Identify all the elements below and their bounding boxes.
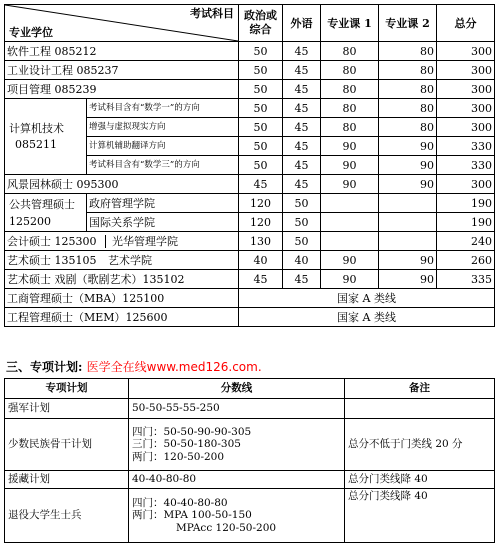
score-lines	[129, 489, 345, 543]
cell-politics: 50	[239, 118, 283, 137]
major-name-line: 公共管理硕士	[9, 197, 75, 211]
note	[345, 399, 495, 419]
major-name: 工商管理硕士（MBA）125100	[5, 289, 239, 308]
school-label: 国际关系学院	[87, 213, 239, 232]
major-name-art	[5, 251, 239, 270]
cell-subject1: 80	[321, 80, 379, 99]
cell-subject1: 90	[321, 156, 379, 175]
school-label: 政府管理学院	[87, 194, 239, 213]
table-row	[5, 289, 495, 308]
note: 总分门类线降 40	[345, 471, 495, 489]
table-row	[5, 419, 495, 471]
col-total: 总分	[437, 5, 495, 42]
major-name: 项目管理 085239	[5, 80, 239, 99]
table-row	[5, 251, 495, 270]
cell-subject1: 90	[321, 137, 379, 156]
national-line-note: 国家 A 类线	[239, 308, 495, 327]
cell-total: 335	[437, 270, 495, 289]
plan-name: 强军计划	[5, 399, 129, 419]
cell-language: 45	[283, 61, 321, 80]
cell-subject1: 80	[321, 99, 379, 118]
score-line: MPAcc 120-50-200	[176, 521, 277, 534]
section-heading	[6, 358, 262, 375]
note: 总分不低于门类线 20 分	[345, 419, 495, 471]
section-title: 三、专项计划:	[6, 360, 83, 374]
major-name-line: 会计硕士 125300	[7, 234, 97, 248]
table-row	[5, 399, 495, 419]
score-line: 四门：40-40-80-80	[132, 496, 228, 509]
major-name-cs	[5, 99, 87, 175]
cell-total: 300	[437, 99, 495, 118]
cell-subject2: 80	[379, 80, 437, 99]
cell-total: 300	[437, 118, 495, 137]
score-line: 50-50-55-55-250	[129, 399, 345, 419]
school-label: 艺术学院	[108, 253, 152, 267]
cell-total: 260	[437, 251, 495, 270]
major-name: 风景园林硕士 095300	[5, 175, 239, 194]
table-row	[5, 99, 495, 118]
school-label: 光华管理学院	[105, 235, 178, 248]
score-lines	[129, 419, 345, 471]
header-diagonal-cell	[5, 5, 239, 42]
cell-subject2	[379, 232, 437, 251]
cell-subject2: 90	[379, 270, 437, 289]
table-row	[5, 489, 495, 543]
col-score-line: 分数线	[129, 379, 345, 399]
plan-name: 援藏计划	[5, 471, 129, 489]
cell-language: 45	[283, 118, 321, 137]
cell-language: 40	[283, 251, 321, 270]
score-line: 40-40-80-80	[129, 471, 345, 489]
col-plan: 专项计划	[5, 379, 129, 399]
major-name: 工业设计工程 085237	[5, 61, 239, 80]
score-line: 两门：MPA 100-50-150	[132, 509, 252, 522]
cell-language: 45	[283, 156, 321, 175]
table-row	[5, 175, 495, 194]
direction-label: 考试科目含有“数学一”的方向	[87, 99, 239, 118]
cell-subject2: 80	[379, 61, 437, 80]
major-name: 工程管理硕士（MEM）125600	[5, 308, 239, 327]
cell-language: 45	[283, 137, 321, 156]
score-line: 三门：50-50-180-305	[132, 438, 241, 451]
cell-politics: 40	[239, 251, 283, 270]
cell-politics: 120	[239, 194, 283, 213]
table-row	[5, 61, 495, 80]
cell-subject1	[321, 194, 379, 213]
plan-name: 少数民族骨干计划	[5, 419, 129, 471]
cell-subject1: 90	[321, 270, 379, 289]
cell-subject1	[321, 213, 379, 232]
major-name-line: 艺术硕士 135105	[7, 253, 97, 267]
cell-total: 240	[437, 232, 495, 251]
cell-politics: 50	[239, 99, 283, 118]
header-row	[5, 379, 495, 399]
cell-language: 45	[283, 175, 321, 194]
cell-subject1: 80	[321, 118, 379, 137]
cell-total: 300	[437, 175, 495, 194]
cell-subject2: 80	[379, 99, 437, 118]
cell-subject1: 90	[321, 175, 379, 194]
watermark-text: 医学全在线www.med126.com.	[86, 360, 262, 374]
cell-subject1: 90	[321, 251, 379, 270]
table-row	[5, 308, 495, 327]
table-row	[5, 194, 495, 213]
cell-politics: 45	[239, 270, 283, 289]
score-line: 四门：50-50-90-90-305	[132, 425, 252, 438]
cell-subject2: 80	[379, 42, 437, 61]
col-language: 外语	[283, 5, 321, 42]
col-note: 备注	[345, 379, 495, 399]
major-name: 软件工程 085212	[5, 42, 239, 61]
header-row	[5, 5, 495, 42]
plan-name: 退役大学生士兵	[5, 489, 129, 543]
cell-politics: 45	[239, 175, 283, 194]
major-label: 专业学位	[9, 26, 53, 39]
cell-subject1	[321, 232, 379, 251]
cell-language: 50	[283, 232, 321, 251]
cell-subject2	[379, 194, 437, 213]
cell-total: 330	[437, 156, 495, 175]
score-table	[4, 4, 495, 327]
table-row	[5, 471, 495, 489]
direction-label: 计算机辅助翻译方向	[87, 137, 239, 156]
cell-total: 300	[437, 80, 495, 99]
cell-language: 50	[283, 194, 321, 213]
cell-politics: 130	[239, 232, 283, 251]
cell-language: 45	[283, 42, 321, 61]
major-code: 125200	[9, 214, 51, 228]
cell-subject2: 90	[379, 251, 437, 270]
cell-subject2: 90	[379, 175, 437, 194]
national-line-note: 国家 A 类线	[239, 289, 495, 308]
cell-politics: 120	[239, 213, 283, 232]
cell-total: 300	[437, 42, 495, 61]
table-row	[5, 232, 495, 251]
cell-language: 45	[283, 270, 321, 289]
major-name-acc	[5, 232, 239, 251]
cell-subject2: 80	[379, 118, 437, 137]
col-subject1: 专业课 1	[321, 5, 379, 42]
cell-politics: 50	[239, 80, 283, 99]
cell-politics: 50	[239, 137, 283, 156]
cell-total: 300	[437, 61, 495, 80]
direction-label: 考试科目含有“数学三”的方向	[87, 156, 239, 175]
cell-politics: 50	[239, 156, 283, 175]
subject-label: 考试科目	[190, 7, 234, 20]
cell-subject2: 90	[379, 137, 437, 156]
cell-politics: 50	[239, 61, 283, 80]
cell-language: 50	[283, 213, 321, 232]
table-row	[5, 270, 495, 289]
major-name-mpa	[5, 194, 87, 232]
cell-politics: 50	[239, 42, 283, 61]
cell-subject2	[379, 213, 437, 232]
cell-total: 330	[437, 137, 495, 156]
cell-subject1: 80	[321, 42, 379, 61]
special-plan-table	[4, 378, 495, 543]
table-row	[5, 80, 495, 99]
cell-total: 190	[437, 213, 495, 232]
major-code: 085211	[15, 137, 57, 151]
direction-label: 增强与虚拟现实方向	[87, 118, 239, 137]
cell-language: 45	[283, 99, 321, 118]
score-line: 两门：120-50-200	[132, 450, 225, 463]
cell-total: 190	[437, 194, 495, 213]
cell-subject1: 80	[321, 61, 379, 80]
major-name: 艺术硕士 戏剧（歌剧艺术）135102	[5, 270, 239, 289]
col-subject2: 专业课 2	[379, 5, 437, 42]
col-politics: 政治或综合	[239, 5, 283, 42]
table-row	[5, 42, 495, 61]
major-name-line: 计算机技术	[9, 121, 64, 135]
cell-subject2: 90	[379, 156, 437, 175]
note: 总分门类线降 40	[345, 489, 495, 543]
cell-language: 45	[283, 80, 321, 99]
